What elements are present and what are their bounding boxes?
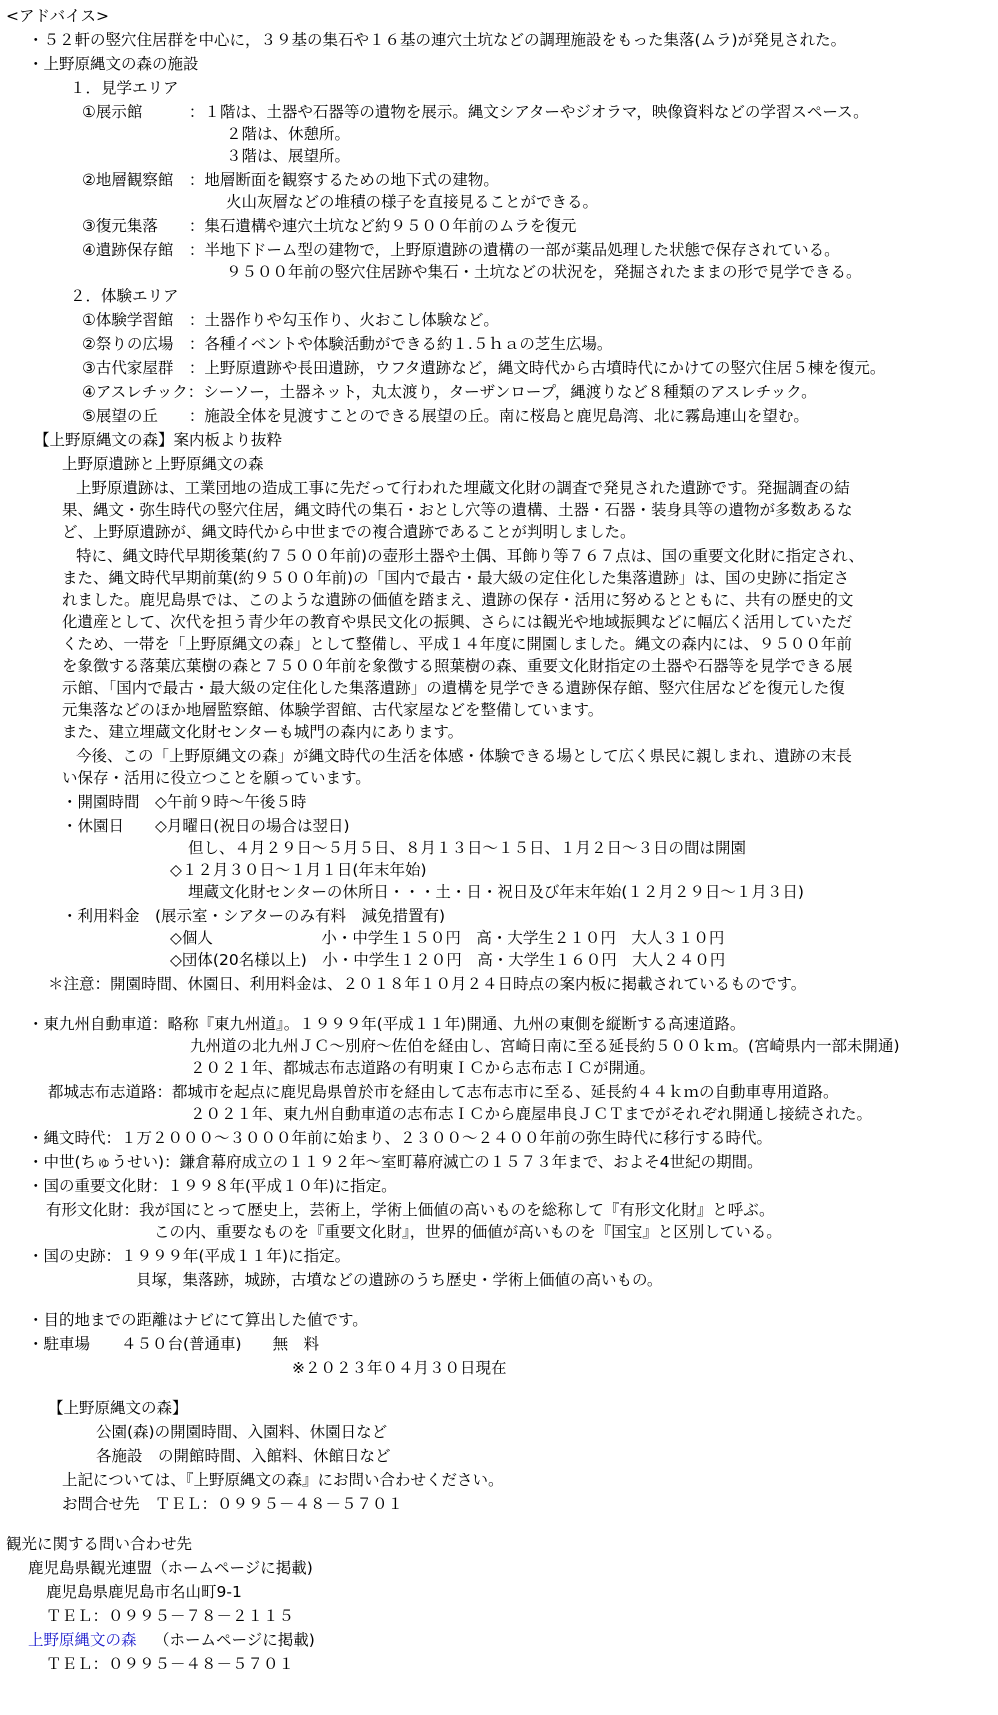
text-line: ＊注意：開園時間、休園日、利用料金は、２０１８年１０月２４日時点の案内板に掲載されているものです。 (48, 975, 807, 993)
text-line: ◇個人 小・中学生１５０円 高・大学生２１０円 大人３１０円 (170, 929, 725, 947)
text-line: ◇１２月３０日～１月１日(年末年始) (170, 861, 427, 879)
text-line: 上記については、『上野原縄文の森』にお問い合わせください。 (62, 1471, 504, 1489)
text-line: れました。鹿児島県では、このような遺跡の価値を踏まえ、遺跡の保存・活用に努めるとともに、共有の歴史的文 (62, 591, 854, 609)
text-line: 上野原遺跡は、工業団地の造成工事に先だって行われた埋蔵文化財の調査で発見された遺跡です。発掘調査の結 (76, 479, 850, 497)
text-line: １．見学エリア (70, 79, 179, 97)
text-line: 鹿児島県鹿児島市名山町9-1 (46, 1583, 242, 1601)
text-line: ２．体験エリア (70, 287, 179, 305)
text-line: ・休園日 ◇月曜日(祝日の場合は翌日) (62, 817, 350, 835)
text-line: 今後、この「上野原縄文の森」が縄文時代の生活を体感・体験できる場として広く県民に親しまれ、遺跡の末長 (76, 747, 852, 765)
text-line: ③復元集落 ：集石遺構や連穴土坑など約９５００年前のムラを復元 (82, 217, 577, 235)
text-line: を象徴する落葉広葉樹の森と７５００年前を象徴する照葉樹の森、重要文化財指定の土器や石器等を見学できる展 (62, 657, 853, 675)
text-line: 【上野原縄文の森】案内板より抜粋 (34, 431, 283, 449)
text-line: 貝塚，集落跡，城跡，古墳などの遺跡のうち歴史・学術上価値の高いもの。 (136, 1271, 663, 1289)
text-line: <アドバイス> (6, 7, 110, 25)
text-line: ・国の重要文化財：１９９８年(平成１０年)に指定。 (28, 1177, 397, 1195)
text-line: い保存・活用に役立つことを願っています。 (62, 769, 371, 787)
text-line: ②祭りの広場 ：各種イベントや体験活動ができる約１.５ｈａの芝生広場。 (82, 335, 613, 353)
link-text[interactable]: 上野原縄文の森 (28, 1631, 137, 1649)
text-line: ・目的地までの距離はナビにて算出した値です。 (28, 1311, 368, 1329)
text-line: ④遺跡保存館 ：半地下ドーム型の建物で，上野原遺跡の遺構の一部が薬品処理した状態で保存されている。 (82, 241, 840, 259)
text-line: 九州道の北九州ＪＣ～別府～佐伯を経由し、宮崎日南に至る延長約５００ｋｍ。(宮崎県内一部未開通) (190, 1037, 900, 1055)
text-line: ２０２１年、東九州自動車道の志布志ＩＣから鹿屋串良ＪＣＴまでがそれぞれ開通し接続された。 (190, 1105, 873, 1123)
text-line: ２階は、休憩所。 (226, 125, 351, 143)
text-line: 各施設 の開館時間、入館料、休館日など (96, 1447, 391, 1465)
text-line: ・開園時間 ◇午前９時～午後５時 (62, 793, 307, 811)
text-line: ⑤展望の丘 ：施設全体を見渡すことのできる展望の丘。南に桜島と鹿児島湾、北に霧島連山を望む。 (82, 407, 809, 425)
text-line: 化遺産として、次代を担う青少年の教育や県民文化の振興、さらには観光や地域振興などに幅広く活用していただ (62, 613, 853, 631)
text-line: ・縄文時代：１万２０００～３０００年前に始まり、２３００～２４００年前の弥生時代に移行する時代。 (28, 1129, 773, 1147)
text-line: また、縄文時代早期前葉(約９５００年前)の「国内で最古・最大級の定住化した集落遺跡」は、国の史跡に指定さ (62, 569, 850, 587)
text-line: 火山灰層などの堆積の様子を直接見ることができる。 (226, 193, 599, 211)
text-line: 都城志布志道路：都城市を起点に鹿児島県曽於市を経由して志布志市に至る、延長約４４ｋｍの自動車専用道路。 (48, 1083, 839, 1101)
text-line: ・東九州自動車道：略称『東九州道』。１９９９年(平成１１年)開通、九州の東側を縦断する高速道路。 (28, 1015, 746, 1033)
text-line: お問合せ先 ＴＥＬ：０９９５－４８－５７０１ (62, 1495, 404, 1513)
text-line: ・国の史跡：１９９９年(平成１１年)に指定。 (28, 1247, 351, 1265)
text-line: ど、上野原遺跡が、縄文時代から中世までの複合遺跡であることが判明しました。 (62, 523, 636, 541)
text-line: ・上野原縄文の森の施設 (28, 55, 199, 73)
text-line: ◇団体(20名様以上) 小・中学生１２０円 高・大学生１６０円 大人２４０円 (170, 951, 726, 969)
text-line: ※２０２３年０４月３０日現在 (292, 1359, 507, 1377)
text-line: 但し、４月２９日～５月５日、８月１３日～１５日、１月２日～３日の間は開園 (188, 839, 747, 857)
text-line: ・利用料金 (展示室・シアターのみ有料 減免措置有) (62, 907, 446, 925)
text-line: 果、縄文・弥生時代の竪穴住居，縄文時代の集石・おとし穴等の遺構、土器・石器・装身具等の遺物が多数あるな (62, 501, 853, 519)
text-line: 埋蔵文化財センターの休所日・・・土・日・祝日及び年末年始(１２月２９日～１月３日) (188, 883, 804, 901)
text-line: ９５００年前の竪穴住居跡や集石・土坑などの状況を，発掘されたままの形で見学できる。 (226, 263, 862, 281)
text-line: ③古代家屋群 ：上野原遺跡や長田遺跡，ウフタ遺跡など，縄文時代から古墳時代にかけての竪穴住居５棟を復元。 (82, 359, 886, 377)
text-line: ＴＥＬ：０９９５－４８－５７０１ (46, 1655, 295, 1673)
text-line: 元集落などのほか地層監察館、体験学習館、古代家屋などを整備しています。 (62, 701, 604, 719)
text-line: 観光に関する問い合わせ先 (6, 1535, 193, 1553)
text-line: ・駐車場 ４５０台(普通車) 無 料 (28, 1335, 320, 1353)
text-line: ①展示館 ：１階は、土器や石器等の遺物を展示。縄文シアターやジオラマ，映像資料などの学習スペース。 (82, 103, 869, 121)
text-line: ・中世(ちゅうせい)：鎌倉幕府成立の１１９２年～室町幕府滅亡の１５７３年まで、およそ4世紀の期間。 (28, 1153, 763, 1171)
text-line: この内、重要なものを『重要文化財』，世界的価値が高いものを『国宝』と区別している。 (154, 1223, 782, 1241)
text-line: くため、一帯を「上野原縄文の森」として整備し、平成１４年度に開園しました。縄文の森内には、９５００年前 (62, 635, 852, 653)
text-line: また、建立埋蔵文化財センターも城門の森内にあります。 (62, 723, 464, 741)
text-line: 【上野原縄文の森】 (48, 1399, 188, 1417)
text-line: （ホームページに掲載) (154, 1631, 315, 1649)
text-line: 上野原遺跡と上野原縄文の森 (62, 455, 264, 473)
text-line: 公園(森)の開園時間、入園料、休園日など (96, 1423, 388, 1441)
text-line: ２０２１年、都城志布志道路の有明東ＩＣから志布志ＩＣが開通。 (190, 1059, 656, 1077)
text-line: 特に、縄文時代早期後葉(約７５００年前)の壺形土器や土偶、耳飾り等７６７点は、国の重要文化財に指定され、 (76, 547, 865, 565)
text-line: ３階は、展望所。 (226, 147, 351, 165)
text-line: 示館、「国内で最古・最大級の定住化した集落遺跡」の遺構を見学できる遺跡保存館、竪穴住居などを復元した復 (62, 679, 845, 697)
text-line: ・５２軒の竪穴住居群を中心に，３９基の集石や１６基の連穴土坑などの調理施設をもった集落(ムラ)が発見された。 (28, 31, 847, 49)
text-line: 有形文化財：我が国にとって歴史上，芸術上，学術上価値の高いものを総称して『有形文化財』と呼ぶ。 (46, 1201, 775, 1219)
text-line: ②地層観察館 ：地層断面を観察するための地下式の建物。 (82, 171, 499, 189)
text-line: ④アスレチック：シーソー，土器ネット，丸太渡り，ターザンロープ，縄渡りなど８種類のアスレチック。 (82, 383, 817, 401)
text-line: 鹿児島県観光連盟（ホームページに掲載) (28, 1559, 313, 1577)
text-line: ＴＥＬ：０９９５－７８－２１１５ (46, 1607, 295, 1625)
text-line: ①体験学習館 ：土器作りや勾玉作り、火おこし体験など。 (82, 311, 499, 329)
